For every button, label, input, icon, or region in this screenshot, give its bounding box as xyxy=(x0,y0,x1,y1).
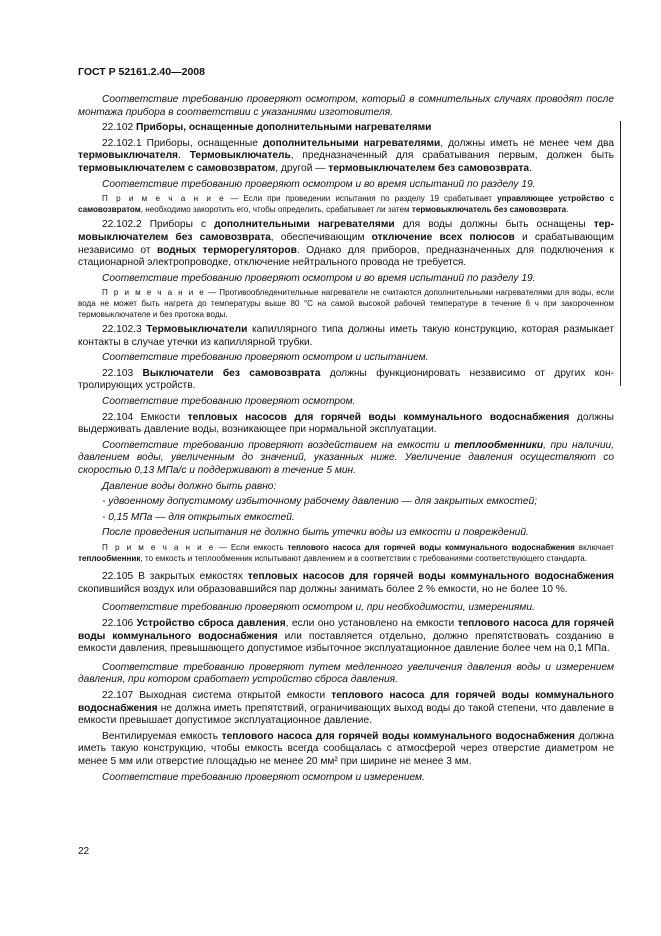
clause-22-106: 22.106 Устройство сброса давления, если оно установлено на емкости теплового насоса для горячей воды коммунального водоснабжения или поставляется отдельно, должно препятствовать созданию в емкости давления, превышающего допустимое избыточное эксплуатационное давление более чем на 0,1 МПа. xyxy=(78,617,614,655)
clause-22-102-2: 22.102.2 Приборы с дополнительными нагревателями для воды должны быть оснащены термовыключателем без самовозврата, обеспечивающим отключение всех полюсов и срабатывающим независимо от водных терморегуляторов. Однако для приборов, предназначенных для подключения к стационарной электропроводке, отключение нейтрального провода не требуется. xyxy=(78,219,614,269)
clause-22-104: 22.104 Емкости тепловых насосов для горячей воды коммунального водоснабжения должны выдерживать давление воды, возникающее при нормальной эксплуатации. xyxy=(78,411,614,436)
clause-22-102-3: 22.102.3 Термовыключатели капиллярного типа должны иметь такую конструкцию, которая размыкает контакты в случае утечки из капиллярной трубки. xyxy=(78,324,614,348)
clause-22-103: 22.103 Выключатели без самовозврата должны функционировать независимо от других контролирующих устройств. xyxy=(78,367,614,392)
clause-22-102: 22.102 Приборы, оснащенные дополнительными нагревателями xyxy=(102,122,432,134)
paragraph-pressure-equal: Давление воды должно быть равно: xyxy=(102,480,277,492)
paragraph-compliance-section-19-b: Соответствие требованию проверяют осмотром и во время испытаний по разделу 19. xyxy=(102,272,536,284)
paragraph-compliance-measurement: Соответствие требованию проверяют осмотром и, при необходимости, измерениями. xyxy=(102,602,535,614)
paragraph-compliance-inspection-b: Соответствие требованию проверяют осмотром. xyxy=(102,396,356,408)
paragraph-compliance-section-19: Соответствие требованию проверяют осмотром и во время испытаний по разделу 19. xyxy=(102,178,536,190)
paragraph-compliance-inspection: Соответствие требованию проверяют осмотром, который в сомнительных случаях проводят после монтажа прибора в соответствии с указаниями изготовителя. xyxy=(78,94,614,118)
clause-22-102-1: 22.102.1 Приборы, оснащенные дополнительными нагревателями, должны иметь не менее чем два термовыключателя. Термовыключатель, предназначенный для срабатывания первым, должен быть термовыключателем с самовозвратом, другой — термовыключателем без самовозврата. xyxy=(78,137,614,174)
paragraph-ventilated-tank: Вентилируемая емкость теплового насоса для горячей воды коммунального водоснабжения должна иметь такую конструкцию, чтобы емкость всегда сообщалась с атмосферой через отверстие диаметром не менее 5 мм или отверстие площадью не менее 20 мм² при ширине не менее 3 мм. xyxy=(78,730,614,767)
change-bar xyxy=(620,121,621,386)
paragraph-compliance-pressure: Соответствие требованию проверяют воздействием на емкости и теплообменники, при наличии, давлением воды, увеличенным до значений, указанных ниже. Увеличение давления осуществляют со скоростью 0,13 МПа/с и поддерживают в течение 5 мин. xyxy=(78,439,614,477)
note-3: П р и м е ч а н и е — Если емкость теплового насоса для горячей воды коммунального водоснабжения включает теплообменник, то емкость и теплообменник испытывают давлением и в соответствии с требованиями соответствующего стандарта. xyxy=(78,543,614,563)
list-item-open-tanks: - 0,15 МПа — для открытых емкостей. xyxy=(102,511,295,523)
paragraph-no-leak: После проведения испытания не должно быть утечки воды из емкости и повреждений. xyxy=(102,527,529,539)
clause-22-107: 22.107 Выходная система открытой емкости теплового насоса для горячей воды коммунального водоснабжения не должна иметь препятствий, ограничивающих выход воды до такой степени, что давление в емкости превышает допустимое эксплуатационное давление. xyxy=(78,689,614,727)
list-item-closed-tanks: - удвоенному допустимому избыточному рабочему давлению — для закрытых емкостей; xyxy=(102,496,538,508)
paragraph-compliance-test: Соответствие требованию проверяют осмотром и испытанием. xyxy=(102,352,429,364)
page-number: 22 xyxy=(78,846,90,857)
document-header: ГОСТ Р 52161.2.40—2008 xyxy=(78,66,205,78)
paragraph-compliance-final: Соответствие требованию проверяют осмотром и измерением. xyxy=(102,771,425,783)
note-1: П р и м е ч а н и е — Если при проведении испытания по разделу 19 срабатывает управляющее устройство с самовозвратом, необходимо закоротить его, чтобы определить, срабатывает ли затем термовыключатель без самовозврата. xyxy=(78,194,614,214)
note-2: П р и м е ч а н и е — Противообледенительные нагреватели не считаются дополнительными нагревателями для воды, если вода не может быть нагрета до температуры выше 80 °С на самой высокой рабочей температуре в течение 6 ч при закороченном термовыключателе и без протока воды. xyxy=(78,288,614,319)
page-body xyxy=(78,94,614,787)
paragraph-compliance-slow-increase: Соответствие требованию проверяют путем медленного увеличения давления воды и измерением давления, при котором сработает устройство сброса давления. xyxy=(78,661,614,686)
clause-22-105: 22.105 В закрытых емкостях тепловых насосов для горячей воды коммунального водоснабжения скопившийся воздух или образовавшийся пар должны занимать более 2 % емкости, но не более 10 %. xyxy=(78,571,614,595)
